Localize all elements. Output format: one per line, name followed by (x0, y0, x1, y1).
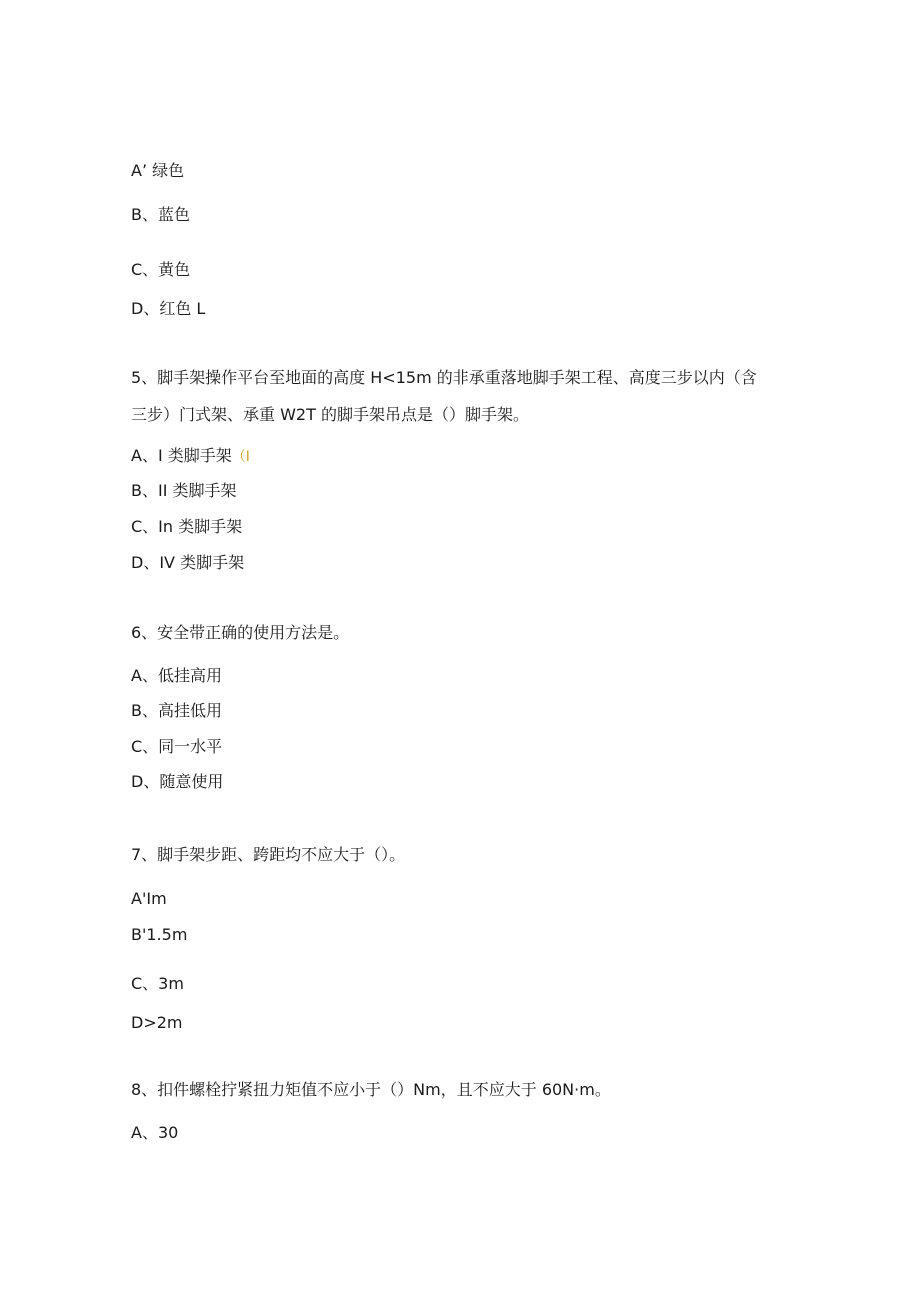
q4-option-c: C、黄色 (131, 260, 191, 279)
q6-stem: 6、安全带正确的使用方法是。 (131, 623, 350, 642)
q5-stem-line2: 三步）门式架、承重 W2T 的脚手架吊点是（）脚手架。 (131, 405, 529, 424)
q8-option-a: A、30 (131, 1123, 179, 1142)
q8-stem: 8、扣件螺栓拧紧扭力矩值不应小于（）Nm，且不应大于 60N·m。 (131, 1080, 611, 1099)
q4-option-b: B、蓝色 (131, 205, 190, 224)
q6-option-a: A、低挂高用 (131, 666, 222, 685)
q5-option-d: D、IV 类脚手架 (131, 553, 245, 572)
q4-option-a: A’ 绿色 (131, 161, 185, 180)
q5-option-a (131, 446, 250, 467)
q6-option-c: C、同一水平 (131, 737, 223, 756)
q7-option-a: A'Im (131, 889, 167, 908)
q7-stem: 7、脚手架步距、跨距均不应大于（）。 (131, 845, 406, 864)
q7-option-c: C、3m (131, 974, 184, 993)
q5-option-a-mark: （I (231, 449, 250, 465)
q5-stem-line1: 5、脚手架操作平台至地面的高度 H<15m 的非承重落地脚手架工程、高度三步以内（含 (131, 368, 757, 387)
q6-option-d: D、随意使用 (131, 772, 224, 791)
q5-option-b: B、II 类脚手架 (131, 481, 237, 500)
q5-option-a-text: A、I 类脚手架 (131, 446, 232, 465)
q5-option-c: C、In 类脚手架 (131, 517, 243, 536)
q7-option-b: B'1.5m (131, 925, 188, 944)
q6-option-b: B、高挂低用 (131, 701, 222, 720)
q7-option-d: D>2m (131, 1013, 183, 1032)
q4-option-d: D、红色 L (131, 299, 206, 318)
